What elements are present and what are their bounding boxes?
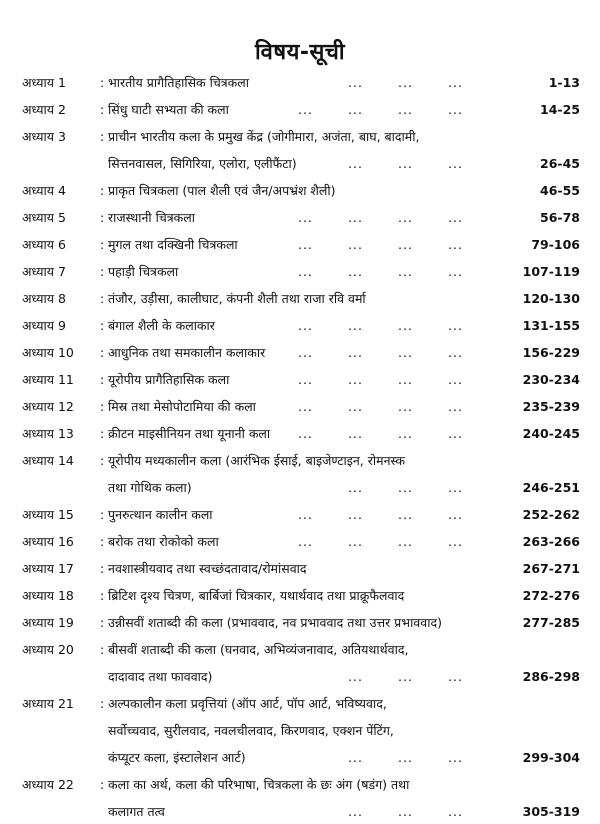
leader-dots: ... <box>298 345 313 360</box>
chapter-title: राजस्थानी चित्रकला <box>108 210 195 225</box>
chapter-title: पहाड़ी चित्रकला <box>108 264 179 279</box>
leader-dots: ... <box>348 237 363 252</box>
page-range: 1-13 <box>548 75 580 90</box>
chapter-title: प्राचीन भारतीय कला के प्रमुख केंद्र (जोगीमारा, अजंता, बाघ, बादामी, <box>108 129 420 144</box>
leader-dots: ... <box>348 210 363 225</box>
separator-colon: : <box>100 696 105 711</box>
leader-dots: ... <box>298 426 313 441</box>
page-range: 267-271 <box>522 561 580 576</box>
separator-colon: : <box>100 129 105 144</box>
separator-colon: : <box>100 372 105 387</box>
leader-dots: ... <box>398 750 413 765</box>
leader-dots: ... <box>298 507 313 522</box>
chapter-title: कला का अर्थ, कला की परिभाषा, चित्रकला के छः अंग (षडंग) तथा <box>108 777 410 792</box>
leader-dots: ... <box>348 264 363 279</box>
chapter-label: अध्याय 8 <box>22 291 66 306</box>
page-range: 230-234 <box>522 372 580 387</box>
leader-dots: ... <box>348 156 363 171</box>
chapter-title: दादावाद तथा फाववाद) <box>108 669 213 684</box>
chapter-title: तंजौर, उड़ीसा, कालीघाट, कंपनी शैली तथा राजा रवि वर्मा <box>108 291 366 306</box>
chapter-label: अध्याय 21 <box>22 696 74 711</box>
separator-colon: : <box>100 264 105 279</box>
separator-colon: : <box>100 561 105 576</box>
chapter-title: पुनरुत्थान कालीन कला <box>108 507 213 522</box>
leader-dots: ... <box>448 669 463 684</box>
leader-dots: ... <box>298 534 313 549</box>
chapter-title: यूरोपीय मध्यकालीन कला (आरंभिक ईसाई, बाइजेण्टाइन, रोमनस्क <box>108 453 405 468</box>
page-range: 56-78 <box>540 210 580 225</box>
chapter-title: बरोक तथा रोकोको कला <box>108 534 219 549</box>
separator-colon: : <box>100 426 105 441</box>
page-range: 263-266 <box>522 534 580 549</box>
leader-dots: ... <box>398 804 413 819</box>
page-range: 246-251 <box>522 480 580 495</box>
chapter-title: आधुनिक तथा समकालीन कलाकार <box>108 345 266 360</box>
leader-dots: ... <box>348 804 363 819</box>
leader-dots: ... <box>398 399 413 414</box>
separator-colon: : <box>100 102 105 117</box>
leader-dots: ... <box>448 372 463 387</box>
separator-colon: : <box>100 75 105 90</box>
leader-dots: ... <box>348 345 363 360</box>
page-range: 235-239 <box>522 399 580 414</box>
leader-dots: ... <box>298 399 313 414</box>
page-range: 240-245 <box>522 426 580 441</box>
leader-dots: ... <box>398 156 413 171</box>
leader-dots: ... <box>448 345 463 360</box>
chapter-label: अध्याय 16 <box>22 534 74 549</box>
leader-dots: ... <box>398 75 413 90</box>
leader-dots: ... <box>398 345 413 360</box>
chapter-label: अध्याय 12 <box>22 399 74 414</box>
chapter-title: तथा गोथिक कला) <box>108 480 192 495</box>
leader-dots: ... <box>448 399 463 414</box>
leader-dots: ... <box>448 318 463 333</box>
chapter-label: अध्याय 19 <box>22 615 74 630</box>
page-range: 46-55 <box>540 183 580 198</box>
chapter-title: सित्तनवासल, सिगिरिया, एलोरा, एलीफैंटा) <box>108 156 297 171</box>
leader-dots: ... <box>398 669 413 684</box>
leader-dots: ... <box>448 750 463 765</box>
leader-dots: ... <box>448 75 463 90</box>
separator-colon: : <box>100 345 105 360</box>
leader-dots: ... <box>448 480 463 495</box>
chapter-title: सिंधु घाटी सभ्यता की कला <box>108 102 229 117</box>
page-range: 277-285 <box>522 615 580 630</box>
leader-dots: ... <box>348 750 363 765</box>
page-title: विषय-सूची <box>254 40 346 65</box>
leader-dots: ... <box>398 210 413 225</box>
leader-dots: ... <box>348 426 363 441</box>
page-range: 286-298 <box>522 669 580 684</box>
separator-colon: : <box>100 777 105 792</box>
chapter-title: क्रीटन माइसीनियन तथा यूनानी कला <box>108 426 271 441</box>
page-range: 107-119 <box>522 264 580 279</box>
chapter-title: कंप्यूटर कला, इंस्टालेशन आर्ट) <box>108 750 246 765</box>
leader-dots: ... <box>448 264 463 279</box>
chapter-title: उन्नीसवीं शताब्दी की कला (प्रभाववाद, नव प्रभाववाद तथा उत्तर प्रभाववाद) <box>108 615 442 630</box>
separator-colon: : <box>100 588 105 603</box>
chapter-title: बंगाल शैली के कलाकार <box>108 318 215 333</box>
leader-dots: ... <box>298 102 313 117</box>
separator-colon: : <box>100 615 105 630</box>
leader-dots: ... <box>448 426 463 441</box>
chapter-title: मिस्र तथा मेसोपोटामिया की कला <box>108 399 256 414</box>
leader-dots: ... <box>298 372 313 387</box>
chapter-label: अध्याय 20 <box>22 642 74 657</box>
chapter-label: अध्याय 15 <box>22 507 74 522</box>
leader-dots: ... <box>298 318 313 333</box>
page-range: 120-130 <box>522 291 580 306</box>
page-range: 305-319 <box>522 804 580 819</box>
chapter-title: कलागत तत्व <box>108 804 165 819</box>
chapter-label: अध्याय 13 <box>22 426 74 441</box>
chapter-title: नवशास्त्रीयवाद तथा स्वच्छंदतावाद/रोमांसवाद <box>108 561 307 576</box>
chapter-label: अध्याय 14 <box>22 453 74 468</box>
leader-dots: ... <box>398 102 413 117</box>
leader-dots: ... <box>398 372 413 387</box>
leader-dots: ... <box>348 399 363 414</box>
page-range: 14-25 <box>540 102 580 117</box>
leader-dots: ... <box>348 480 363 495</box>
chapter-title: प्राकृत चित्रकला (पाल शैली एवं जैन/अपभ्रंश शैली) <box>108 183 336 198</box>
page-range: 131-155 <box>522 318 580 333</box>
separator-colon: : <box>100 318 105 333</box>
chapter-label: अध्याय 1 <box>22 75 66 90</box>
separator-colon: : <box>100 237 105 252</box>
separator-colon: : <box>100 453 105 468</box>
separator-colon: : <box>100 183 105 198</box>
chapter-label: अध्याय 4 <box>22 183 66 198</box>
chapter-title: यूरोपीय प्रागैतिहासिक कला <box>108 372 230 387</box>
page-range: 299-304 <box>522 750 580 765</box>
chapter-title: ब्रिटिश दृश्य चित्रण, बार्बिजां चित्रकार, यथार्थवाद तथा प्राक्रूफैलवाद <box>108 588 405 603</box>
page-range: 252-262 <box>522 507 580 522</box>
leader-dots: ... <box>398 507 413 522</box>
chapter-label: अध्याय 2 <box>22 102 66 117</box>
chapter-label: अध्याय 18 <box>22 588 74 603</box>
chapter-label: अध्याय 17 <box>22 561 74 576</box>
chapter-label: अध्याय 7 <box>22 264 66 279</box>
leader-dots: ... <box>298 210 313 225</box>
chapter-label: अध्याय 6 <box>22 237 66 252</box>
leader-dots: ... <box>398 264 413 279</box>
leader-dots: ... <box>398 480 413 495</box>
leader-dots: ... <box>348 372 363 387</box>
page-range: 79-106 <box>531 237 580 252</box>
separator-colon: : <box>100 291 105 306</box>
chapter-title: बीसवीं शताब्दी की कला (घनवाद, अभिव्यंजनावाद, अतियथार्थवाद, <box>108 642 409 657</box>
leader-dots: ... <box>448 156 463 171</box>
chapter-title: भारतीय प्रागैतिहासिक चित्रकला <box>108 75 249 90</box>
chapter-label: अध्याय 9 <box>22 318 66 333</box>
leader-dots: ... <box>448 507 463 522</box>
leader-dots: ... <box>398 318 413 333</box>
chapter-title: सर्वोच्चवाद, सुरीलवाद, नवलचीलवाद, किरणवाद, एक्शन पेंटिंग, <box>108 723 394 738</box>
chapter-label: अध्याय 22 <box>22 777 74 792</box>
leader-dots: ... <box>298 264 313 279</box>
separator-colon: : <box>100 642 105 657</box>
separator-colon: : <box>100 399 105 414</box>
leader-dots: ... <box>348 75 363 90</box>
page-range: 26-45 <box>540 156 580 171</box>
leader-dots: ... <box>398 237 413 252</box>
page-range: 272-276 <box>522 588 580 603</box>
leader-dots: ... <box>448 237 463 252</box>
chapter-label: अध्याय 5 <box>22 210 66 225</box>
chapter-label: अध्याय 10 <box>22 345 74 360</box>
leader-dots: ... <box>348 669 363 684</box>
leader-dots: ... <box>448 804 463 819</box>
leader-dots: ... <box>448 102 463 117</box>
chapter-label: अध्याय 11 <box>22 372 74 387</box>
chapter-title: अल्पकालीन कला प्रवृत्तियां (ऑप आर्ट, पॉप आर्ट, भविष्यवाद, <box>108 696 387 711</box>
chapter-label: अध्याय 3 <box>22 129 66 144</box>
separator-colon: : <box>100 534 105 549</box>
separator-colon: : <box>100 507 105 522</box>
leader-dots: ... <box>348 318 363 333</box>
chapter-title: मुगल तथा दक्खिनी चित्रकला <box>108 237 238 252</box>
leader-dots: ... <box>448 210 463 225</box>
leader-dots: ... <box>298 237 313 252</box>
leader-dots: ... <box>348 102 363 117</box>
leader-dots: ... <box>448 534 463 549</box>
page-range: 156-229 <box>522 345 580 360</box>
leader-dots: ... <box>398 426 413 441</box>
leader-dots: ... <box>348 507 363 522</box>
leader-dots: ... <box>348 534 363 549</box>
leader-dots: ... <box>398 534 413 549</box>
separator-colon: : <box>100 210 105 225</box>
